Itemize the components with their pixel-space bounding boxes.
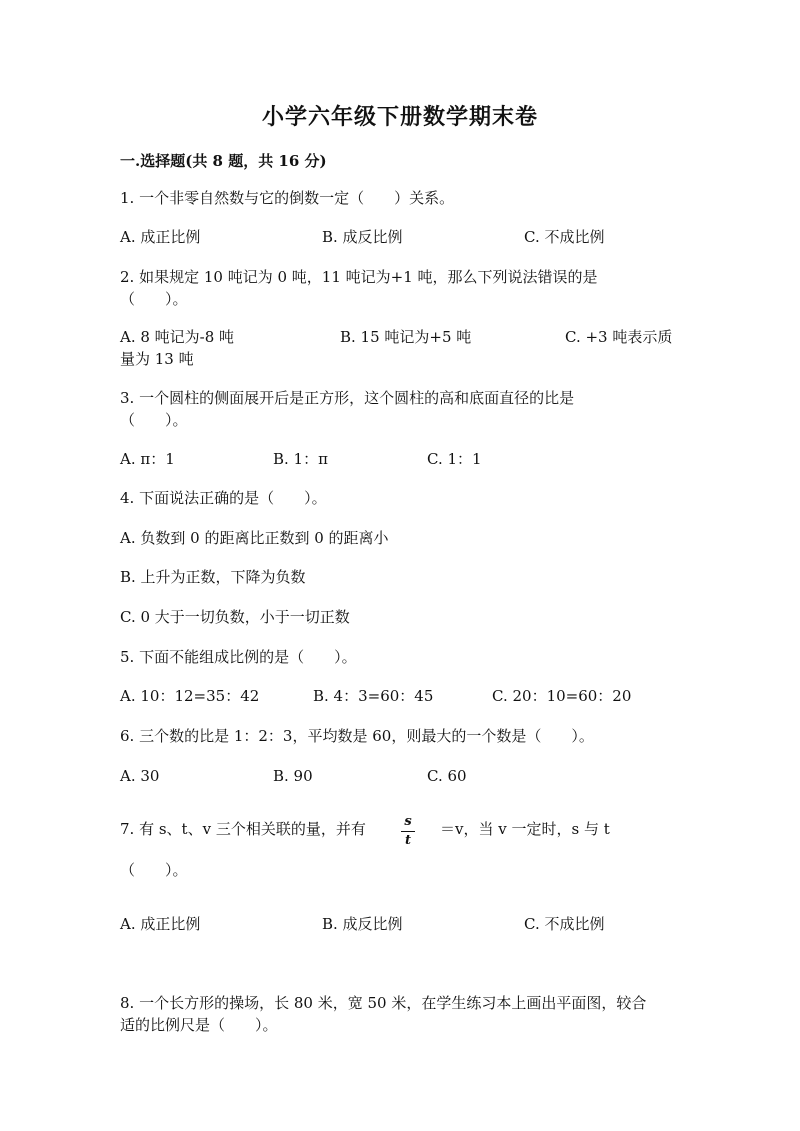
question-1-option-a[interactable]: A. 成正比例 — [120, 228, 201, 246]
question-4-option-a[interactable]: A. 负数到 0 的距离比正数到 0 的距离小 — [120, 529, 389, 547]
question-7-text-start: 7. 有 s、t、v 三个相关联的量，并有 — [120, 820, 366, 838]
question-6-text: 6. 三个数的比是 1：2：3，平均数是 60，则最大的一个数是（ ）。 — [120, 727, 594, 745]
fraction-bar — [401, 831, 415, 832]
s-over-t-fraction — [398, 815, 418, 848]
question-1-option-b[interactable]: B. 成反比例 — [322, 228, 403, 246]
question-7-option-a[interactable]: A. 成正比例 — [120, 915, 201, 933]
question-3-option-c[interactable]: C. 1：1 — [427, 450, 482, 468]
question-2-option-c-continued: 量为 13 吨 — [120, 350, 194, 368]
fraction-denominator: t — [404, 833, 411, 848]
question-6-option-b[interactable]: B. 90 — [273, 767, 313, 785]
question-4-text: 4. 下面说法正确的是（ ）。 — [120, 489, 327, 507]
question-3-text-line1: 3. 一个圆柱的侧面展开后是正方形，这个圆柱的高和底面直径的比是 — [120, 389, 575, 407]
question-1-text: 1. 一个非零自然数与它的倒数一定（ ）关系。 — [120, 189, 455, 207]
question-2-text-line2: （ ）。 — [120, 290, 188, 308]
page-title: 小学六年级下册数学期末卷 — [261, 104, 538, 130]
question-2-option-b[interactable]: B. 15 吨记为+5 吨 — [340, 328, 472, 346]
question-6-option-a[interactable]: A. 30 — [120, 767, 160, 785]
question-3-option-a[interactable]: A. π：1 — [120, 450, 175, 468]
fraction-numerator: s — [404, 814, 412, 829]
question-4-option-b[interactable]: B. 上升为正数，下降为负数 — [120, 568, 306, 586]
question-4-option-c[interactable]: C. 0 大于一切负数，小于一切正数 — [120, 608, 350, 626]
question-2-text-line1: 2. 如果规定 10 吨记为 0 吨，11 吨记为+1 吨，那么下列说法错误的是 — [120, 268, 598, 286]
question-2-option-a[interactable]: A. 8 吨记为-8 吨 — [120, 328, 235, 346]
question-3-text-line2: （ ）。 — [120, 411, 188, 429]
question-5-option-a[interactable]: A. 10：12=35：42 — [120, 687, 260, 705]
question-2-option-c[interactable]: C. +3 吨表示质 — [565, 328, 673, 346]
question-5-option-b[interactable]: B. 4：3=60：45 — [313, 687, 434, 705]
question-7-option-c[interactable]: C. 不成比例 — [524, 915, 605, 933]
question-7-text-line2: （ ）。 — [120, 861, 188, 879]
section-heading: 一.选择题(共 8 题，共 16 分) — [120, 152, 327, 170]
question-7-option-b[interactable]: B. 成反比例 — [322, 915, 403, 933]
question-5-option-c[interactable]: C. 20：10=60：20 — [492, 687, 632, 705]
question-3-option-b[interactable]: B. 1：π — [273, 450, 328, 468]
question-8-text-line2: 适的比例尺是（ ）。 — [120, 1016, 278, 1034]
question-1-option-c[interactable]: C. 不成比例 — [524, 228, 605, 246]
question-8-text-line1: 8. 一个长方形的操场，长 80 米，宽 50 米，在学生练习本上画出平面图，较合 — [120, 994, 647, 1012]
question-5-text: 5. 下面不能组成比例的是（ ）。 — [120, 648, 357, 666]
question-6-option-c[interactable]: C. 60 — [427, 767, 467, 785]
question-7-text-end: ＝v，当 v 一定时，s 与 t — [440, 820, 610, 838]
